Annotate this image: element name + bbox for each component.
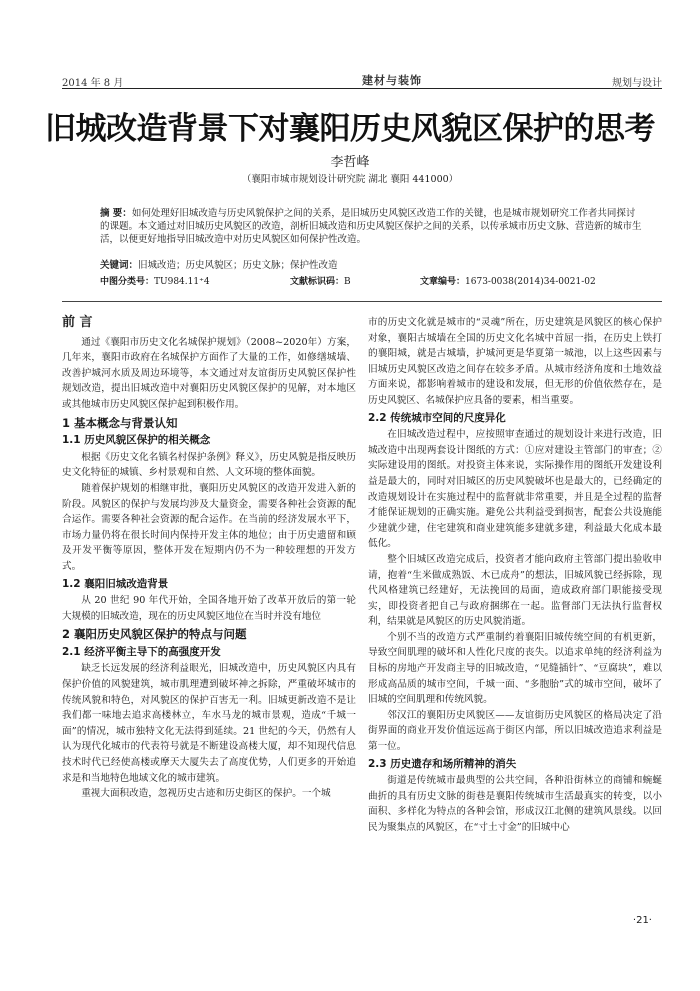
article-number [420, 274, 596, 287]
paragraph: 根据《历史文化名镇名村保护条例》释义》，历史风貌是指反映历史文化特征的城镇、乡村景观和自然、人文环境的整体面貌。 [62, 451, 356, 479]
paragraph: 市的历史文化就是城市的“灵魂”所在，历史建筑是风貌区的核心保护对象，襄阳古城墙在全国的历史文化名城中首屈一指，在历史上铁打的襄阳城，就是古城墙，护城河更是华夏第一城池，以上这些因素与旧城历史风貌区改造之间存在较多矛盾。从城市经济角度和土地效益方面来说，都影响着城市的建设和发展，但无形的价值依然存在，是历史风貌区、名城保护应具备的要素，相当重要。 [368, 317, 662, 406]
clc-label: 中图分类号： [100, 277, 155, 287]
paragraph: 随着保护规划的相继审批，襄阳历史风貌区的改造开发进入新的阶段。风貌区的保护与发展均涉及大量资金，需要各种社会资源的配合运作。需要各种社会资源的配合运作。在当前的经济发展水平下，市场力量仍将在很长时间内保持开发主体的地位；由于历史遗留和顾及开发平衡等原因，整体开发在短期内仍不为一种较理想的开发方式。 [62, 482, 356, 572]
header-section: 规划与设计 [612, 78, 662, 89]
preface-heading: 前 言 [62, 315, 93, 330]
abstract-label: 摘 要： [100, 208, 132, 219]
section-heading: 2 襄阳历史风貌区保护的特点与问题 [62, 627, 247, 642]
paragraph: 从 20 世纪 90 年代开始，全国各地开始了改革开放后的第一轮大规模的旧城改造，现在的历史风貌区地位在当时并没有地位 [62, 595, 356, 622]
art-label: 文章编号： [420, 277, 466, 287]
doc-value: B [344, 277, 351, 287]
paragraph: 邻汉江的襄阳历史风貌区——友谊街历史风貌区的格局决定了沿街界面的商业开发价值远远高于街区内部，所以旧城改造追求利益是第一位。 [368, 709, 662, 753]
subsection-heading: 1.1 历史风貌区保护的相关概念 [62, 434, 211, 447]
journal-name: 建材与装饰 [362, 74, 422, 87]
subsection-heading: 1.2 襄阳旧城改造背景 [62, 577, 169, 590]
abstract [100, 207, 642, 246]
paragraph: 街道是传统城市最典型的公共空间，各种沿街林立的商铺和蜿蜒曲折的具有历史文脉的街巷是襄阳传统城市生活最真实的转变，以小面积、多样化为特点的各种会馆，形成汉江北侧的建筑风景线。以回民为聚集点的风貌区，在“寸土寸金”的旧城中心 [368, 775, 662, 833]
clc-value: TU984.11⁺4 [154, 277, 210, 287]
abstract-text: 如何处理好旧城改造与历史风貌保护之间的关系，是旧城历史风貌区改造工作的关键，也是城市规划研究工作者共同探讨的课题。本文通过对旧城历史风貌区的改造，剖析旧城改造和历史风貌区保护之间的关系，以传承城市历史文脉、营造新的城市生活，以便更好地指导旧城改造中对历史风貌区如何保护性改造。 [100, 208, 642, 245]
art-value: 1673-0038(2014)34-0021-02 [465, 277, 596, 287]
author-name: 李哲峰 [330, 155, 370, 170]
paragraph: 在旧城改造过程中，应按照审查通过的规划设计来进行改造，旧城改造中出现两套设计图纸的方式：①应对建设主管部门的审查；②实际建设用的图纸。对投资主体来说，实际操作用的图纸开发建设利益是最大的，同时对旧城区的历史风貌破坏也是最大的，已经确定的改造规划设计在实施过程中的监督就非常重要，并且是全过程的监督才能保证规划的正确实施。避免公共利益受到损害，配套公共设施能少建就少建，住宅建筑和商业建筑能多建就多建，利益最大化成本最低化。 [368, 429, 662, 550]
right-column [368, 315, 662, 836]
doc-code [290, 274, 351, 287]
keywords-label: 关键词： [100, 260, 139, 271]
paragraph: 缺乏长远发展的经济利益眼光，旧城改造中，历史风貌区内具有保护价值的风貌建筑，城市肌理遭到破坏神之拆除，严重破坏城市的传统风貌和特色，对风貌区的保护百害无一利。旧城更新改造不是让我们都一味地去追求高楼林立，车水马龙的城市景观，造成“千城一面”的情况，城市独特文化无法得到延续。21 世纪的今天，仍然有人认为现代化城市的代表符号就是不断建设高楼大厦，却不知现代信息技术时代已经使高楼或摩天大厦失去了高度优势，人们更多的开始追求是和当地特色地域文化的城市建筑。 [62, 663, 356, 784]
subsection-heading: 2.2 传统城市空间的尺度异化 [368, 411, 506, 424]
paragraph: 通过《襄阳市历史文化名城保护规划》（2008~2020年）方案，几年来，襄阳市政府在名城保护方面作了大量的工作，如修缮城墙、改善护城河水质及周边环境等，本文通过对友谊街历史风貌区保护性规划改造，提出旧城改造中对襄阳历史风貌区保护的见解，对本地区或其他城市历史风貌区保护起到积极作用。 [62, 336, 356, 410]
paragraph: 重视大面积改造，忽视历史古迹和历史街区的保护。一个城 [81, 788, 331, 800]
section-rule [62, 301, 662, 302]
paragraph: 整个旧城区改造完成后，投资者才能向政府主管部门提出验收申请，抱着“生米做成熟饭、木已成舟”的想法，旧城风貌已经拆除，现代风格建筑已经建好，无法挽回的局面，造成政府部门职能接受现实，即投资者把自己与政府捆绑在一起。监督部门无法执行监督权利，结果就是风貌区的历史风貌消逝。 [368, 553, 662, 628]
header-date: 2014 年 8 月 [62, 78, 124, 89]
subsection-heading: 2.3 历史遗存和场所精神的消失 [368, 757, 517, 770]
doc-label: 文献标识码： [290, 277, 345, 287]
keywords [100, 257, 642, 271]
subsection-heading: 2.1 经济平衡主导下的高强度开发 [62, 645, 221, 658]
paragraph: 个别不当的改造方式严重制约着襄阳旧城传统空间的有机更新，导致空间肌理的破坏和人性化尺度的丧失。以追求单纯的经济利益为目标的房地产开发商主导的旧城改造，“见缝插针”、“豆腐块”，难以形成高品质的城市空间，千城一面、“多胞胎”式的城市空间，破坏了旧城的空间肌理和传统风貌。 [368, 631, 662, 706]
left-column [62, 315, 356, 802]
section-heading: 1 基本概念与背景认知 [62, 415, 178, 430]
author-affiliation: （襄阳市城市规划设计研究院 湖北 襄阳 441000） [241, 174, 459, 185]
page-number: ·21· [632, 915, 652, 926]
clc-number [100, 274, 210, 287]
running-header [62, 70, 662, 88]
article-title: 旧城改造背景下对襄阳历史风貌区保护的思考 [45, 111, 655, 147]
header-rule [62, 88, 662, 89]
keywords-text: 旧城改造；历史风貌区；历史文脉；保护性改造 [138, 260, 338, 271]
